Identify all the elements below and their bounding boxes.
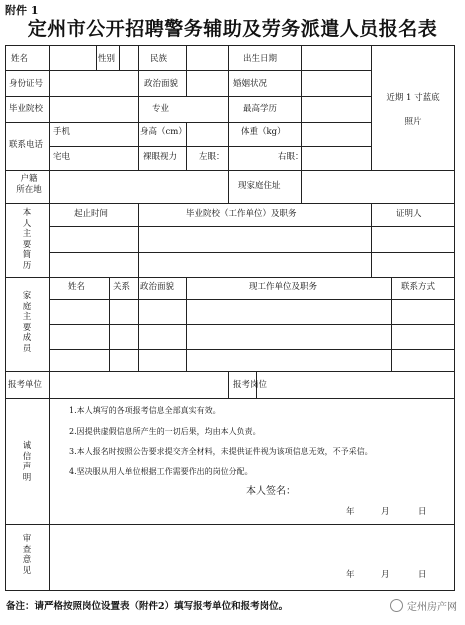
label-birth-date: 出生日期 xyxy=(243,54,278,64)
label-political-status: 政治面貌 xyxy=(144,79,179,89)
label-home-phone: 宅电 xyxy=(53,152,71,162)
pledge-item: 1.本人填写的各项报考信息全部真实有效。 xyxy=(69,406,221,415)
label-gender: 性别 xyxy=(98,54,116,64)
signature-label: 本人签名： xyxy=(246,486,296,497)
watermark xyxy=(390,598,457,613)
label-apply-unit: 报考单位 xyxy=(8,380,43,390)
label-marital-status: 婚姻状况 xyxy=(233,79,268,89)
label-mobile: 手机 xyxy=(53,127,71,137)
review-date-month: 月 xyxy=(381,570,390,580)
footnote: 备注：请严格按照岗位设置表（附件2）填写报考单位和报考岗位。 xyxy=(6,601,289,612)
photo-caption-line1: 近期 1 寸蓝底 xyxy=(386,93,440,103)
label-right-eye: 右眼： xyxy=(278,152,304,162)
label-witness: 证明人 xyxy=(396,209,422,219)
date-month: 月 xyxy=(381,507,390,517)
label-resume: 本人主要简历 xyxy=(22,208,32,271)
form-title: 定州市公开招聘警务辅助及劳务派遣人员报名表 xyxy=(27,18,438,40)
attachment-label: 附件 1 xyxy=(5,4,39,17)
date-year: 年 xyxy=(346,507,355,517)
label-address: 现家庭住址 xyxy=(238,181,281,191)
label-school: 毕业院校 xyxy=(9,104,44,114)
label-school-unit: 毕业院校（工作单位）及职务 xyxy=(186,209,297,219)
label-vision: 裸眼视力 xyxy=(143,152,178,162)
watermark-text: 定州房产网 xyxy=(407,602,457,613)
label-family: 家庭主要成员 xyxy=(22,291,32,354)
label-review: 审查意见 xyxy=(22,534,32,576)
label-id-number: 身份证号 xyxy=(9,79,44,89)
label-contact: 联系方式 xyxy=(401,282,436,292)
pledge-item: 3.本人报名时按照公告要求提交齐全材料，未提供证件视为该项信息无效，不予采信。 xyxy=(69,447,373,456)
label-period: 起止时间 xyxy=(74,209,109,219)
label-apply-post: 报考岗位 xyxy=(233,380,268,390)
label-major: 专业 xyxy=(152,104,170,114)
label-member-name: 姓名 xyxy=(68,282,86,292)
label-left-eye: 左眼： xyxy=(199,152,225,162)
label-ethnicity: 民族 xyxy=(150,54,168,64)
review-date-day: 日 xyxy=(418,570,427,580)
photo-caption-line2: 照片 xyxy=(404,117,422,127)
label-member-unit: 现工作单位及职务 xyxy=(249,282,318,292)
label-relation: 关系 xyxy=(113,282,131,292)
wechat-icon xyxy=(390,599,403,612)
label-pledge: 诚信声明 xyxy=(22,441,32,483)
label-height: 身高（cm） xyxy=(140,127,187,137)
label-member-political: 政治面貌 xyxy=(140,282,175,292)
registration-form xyxy=(5,45,455,591)
date-day: 日 xyxy=(418,507,427,517)
pledge-item: 2.因提供虚假信息所产生的一切后果，均由本人负责。 xyxy=(69,427,261,436)
label-education: 最高学历 xyxy=(243,104,278,114)
label-name: 姓名 xyxy=(11,54,29,64)
label-hukou: 户籍 所在地 xyxy=(16,174,42,195)
label-phone: 联系电话 xyxy=(9,140,44,150)
label-weight: 体重（kg） xyxy=(241,127,286,137)
review-date-year: 年 xyxy=(346,570,355,580)
pledge-item: 4.坚决服从用人单位根据工作需要作出的岗位分配。 xyxy=(69,467,253,476)
